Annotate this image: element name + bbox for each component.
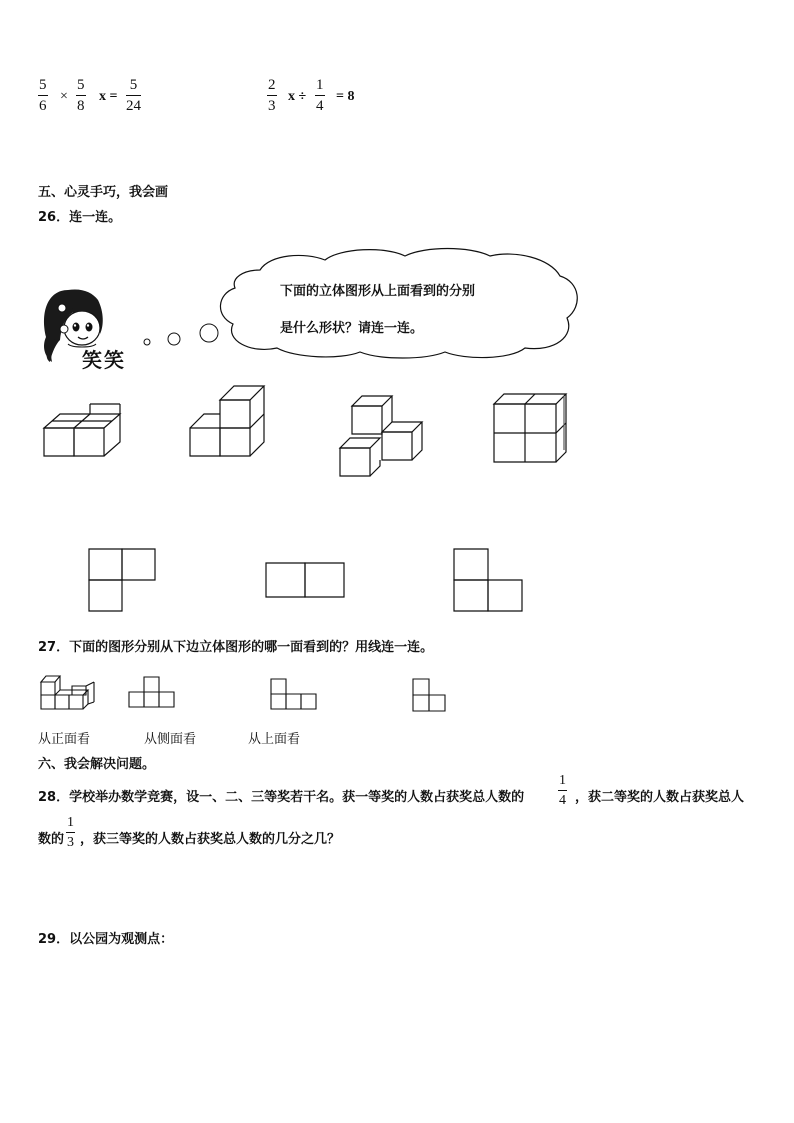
question-28-part4: ，获三等奖的人数占获奖总人数的几分之几？ (80, 832, 341, 847)
fraction-2-3: 2 3 (268, 77, 276, 114)
multiply-sign: × (60, 89, 68, 104)
solid-figure-1 (42, 402, 122, 458)
section-six-title: 六、我会解决问题。 (38, 757, 156, 772)
label-front-view: 从正面看 (38, 732, 91, 747)
fraction-one-third: 1 3 (67, 815, 74, 850)
top-view-two-squares (265, 562, 347, 598)
label-side-view: 从侧面看 (144, 732, 197, 747)
question-28-part1: 28．学校举办数学竞赛，设一、二、三等奖若干名。获一等奖的人数占获奖总人数的 (38, 790, 525, 805)
fraction-5-6: 5 6 (39, 77, 47, 114)
solid-figure-2 (188, 382, 268, 460)
thought-bubble-dots (140, 320, 220, 350)
label-top-view: 从上面看 (248, 732, 301, 747)
question-28-part3: 数的 (38, 832, 65, 847)
question-26-title: 26．连一连。 (38, 210, 122, 225)
fraction-5-8: 5 8 (77, 77, 85, 114)
bubble-line-1: 下面的立体图形从上面看到的分别 (280, 284, 476, 299)
solid-figure-4 (492, 392, 570, 464)
view-shape-side (412, 678, 448, 714)
thought-cloud (215, 248, 585, 360)
view-shape-front (128, 676, 176, 710)
equation-variable-equals: x = (99, 89, 118, 104)
top-view-l-shape (88, 548, 158, 612)
question-28-part2: ，获二等奖的人数占获奖总人 (575, 790, 745, 805)
fraction-one-quarter: 1 4 (559, 773, 566, 808)
question-27-title: 27．下面的图形分别从下边立体图形的哪一面看到的？用线连一连。 (38, 640, 434, 655)
equation-variable-divide: x ÷ (288, 89, 307, 104)
top-view-corner-shape (453, 548, 525, 612)
solid-figure-3 (338, 392, 428, 480)
view-shape-top (270, 678, 320, 712)
section-five-title: 五、心灵手巧，我会画 (38, 185, 169, 200)
fraction-1-4: 1 4 (316, 77, 324, 114)
fraction-5-24: 5 24 (126, 77, 141, 114)
bubble-line-2: 是什么形状？请连一连。 (280, 321, 424, 336)
equation-rhs: = 8 (336, 89, 355, 104)
solid-figure-q27 (40, 672, 100, 712)
girl-caption: 笑笑 (82, 350, 126, 372)
question-29-title: 29．以公园为观测点： (38, 932, 174, 947)
